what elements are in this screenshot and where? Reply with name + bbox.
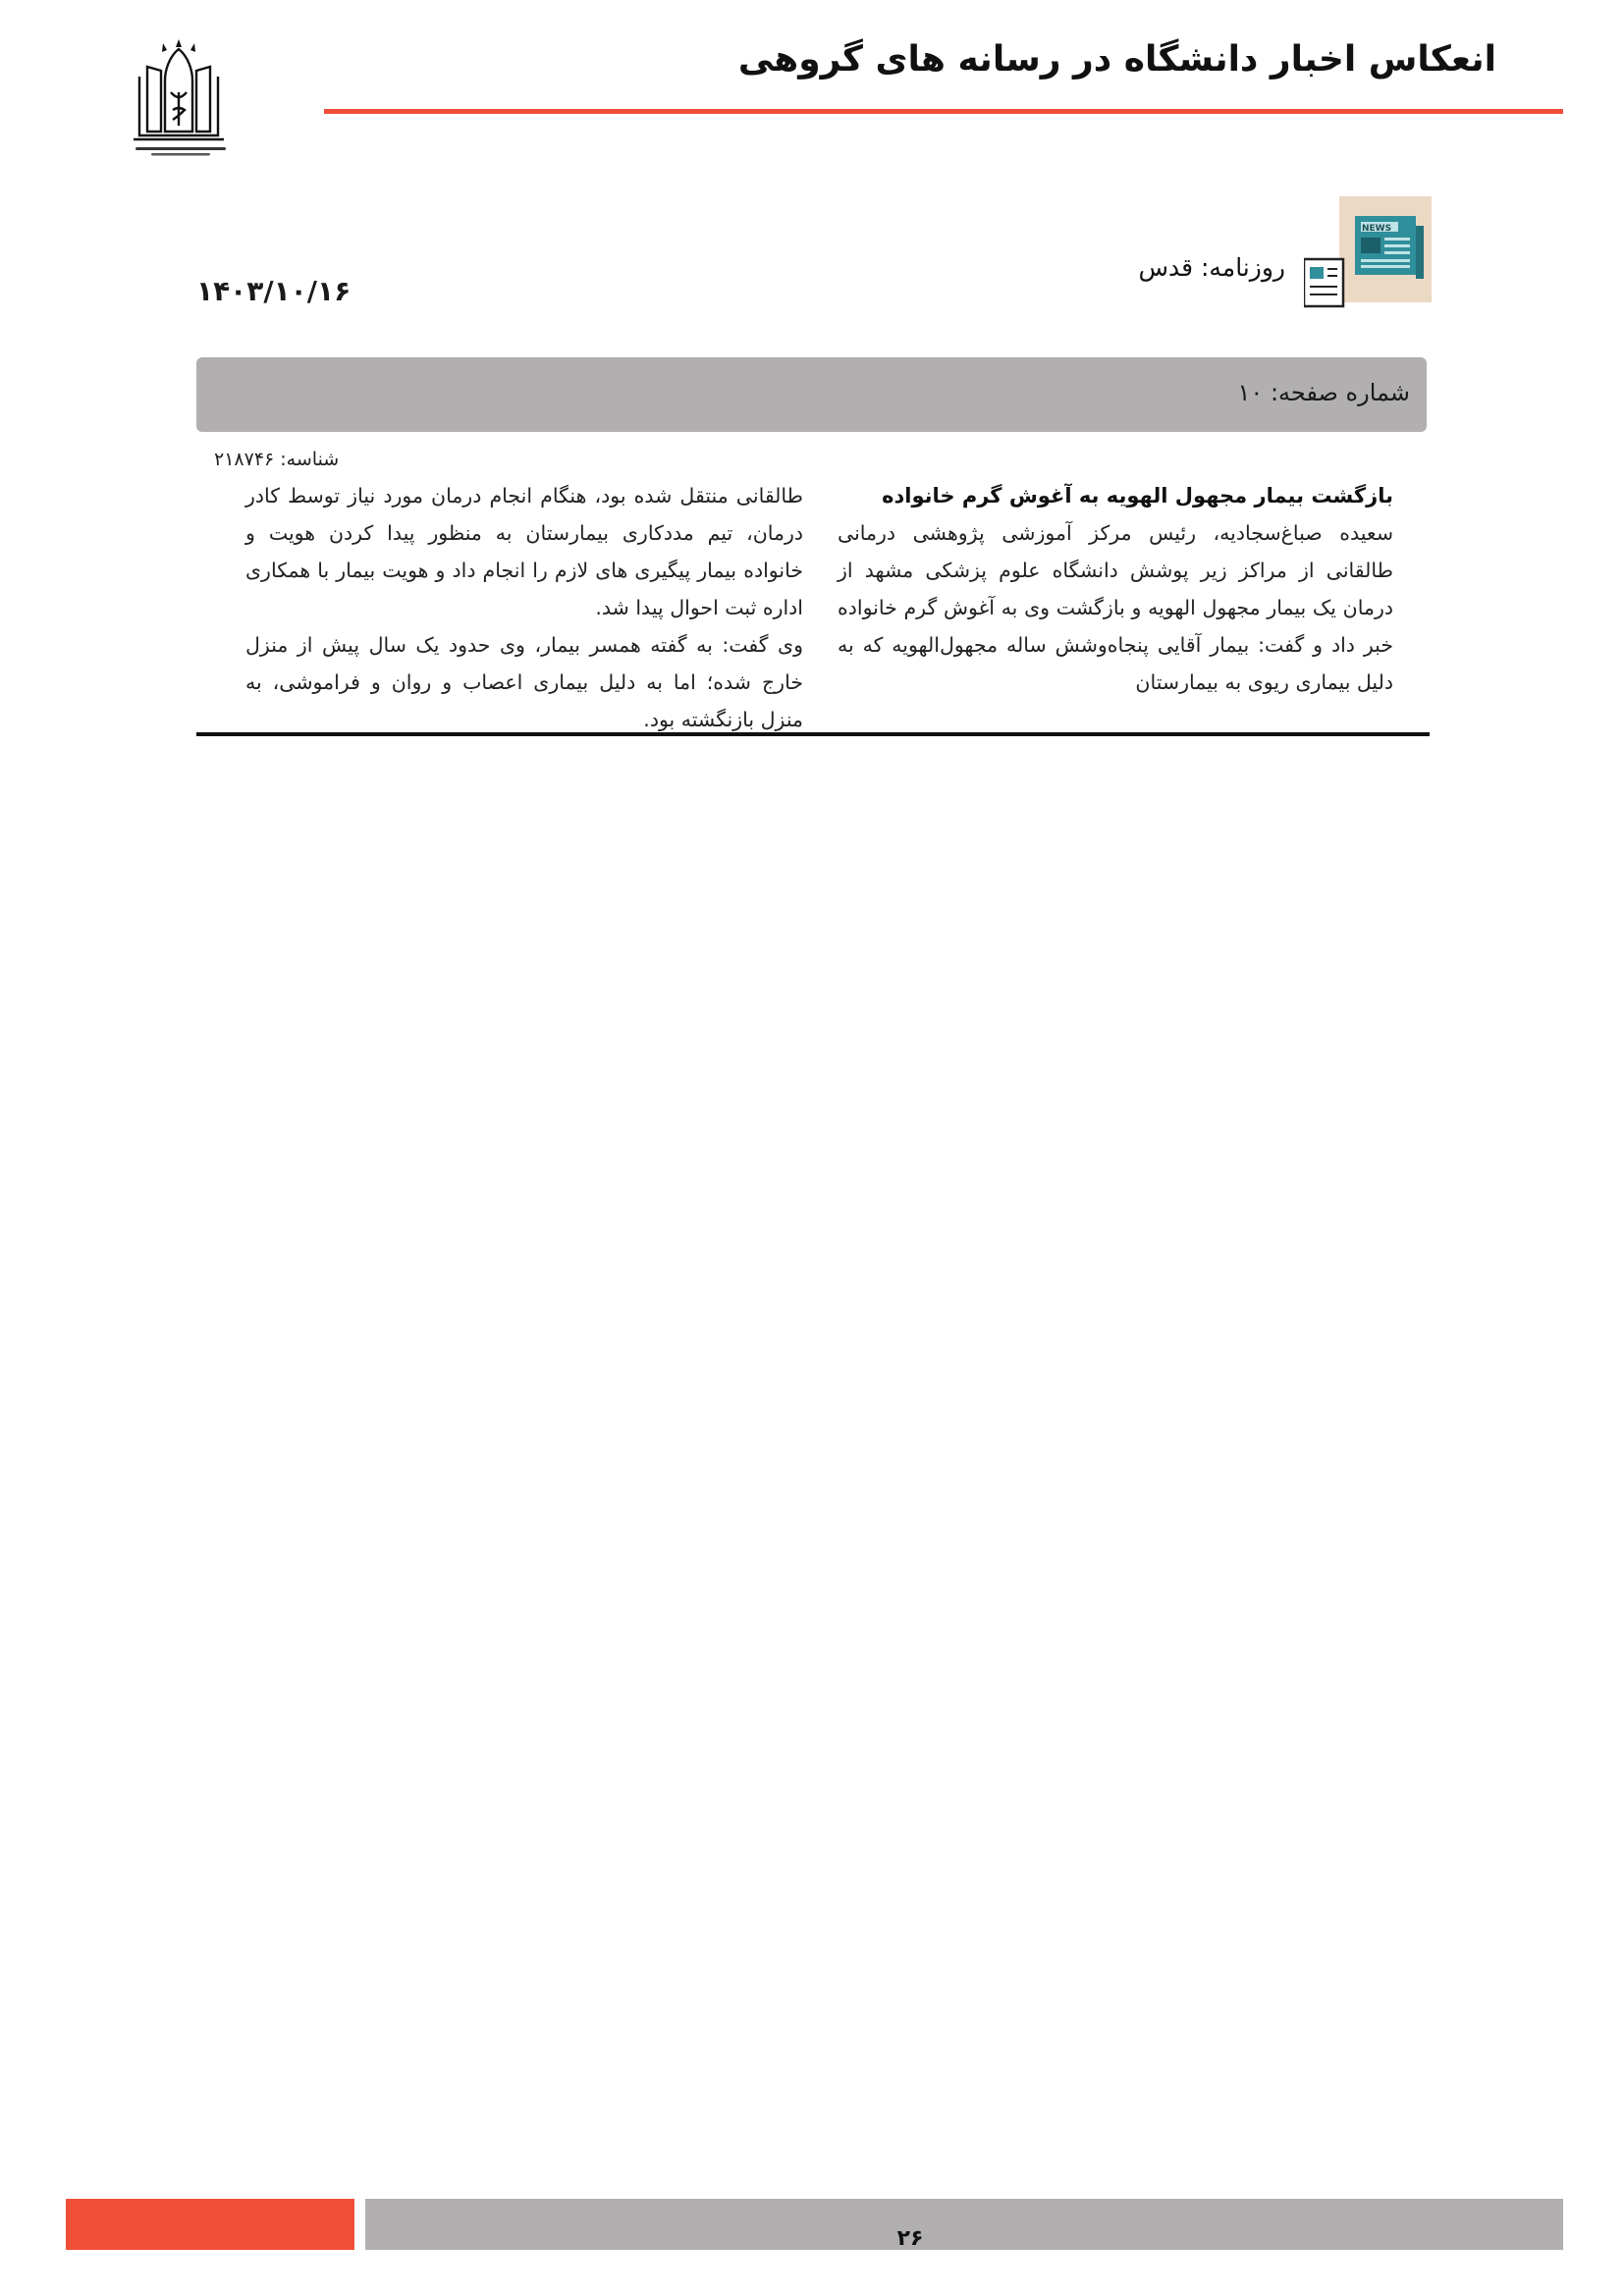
newspaper-name: روزنامه: قدس [1138,253,1285,282]
university-emblem-icon [118,37,241,163]
article-headline: بازگشت بیمار مجهول الهویه به آغوش گرم خانواده [882,484,1393,507]
article-id: شناسه: ۲۱۸۷۴۶ [214,449,340,470]
page-number-label: شماره صفحه: ۱۰ [1237,379,1410,406]
footer-page-number: ۲۶ [896,2226,924,2251]
newspaper-icon [1304,196,1432,309]
article-paragraph: وی گفت: به گفته همسر بیمار، وی حدود یک سال پیش از منزل خارج شده؛ اما به دلیل بیماری اعصاب و روان و فراموشی، به منزل بازنگشته بود. [245,633,803,731]
publish-date: ۱۴۰۳/۱۰/۱۶ [196,275,352,307]
page-number-bar [196,357,1427,432]
footer-accent-block [66,2199,354,2250]
page-title: انعکاس اخبار دانشگاه در رسانه های گروهی [737,39,1496,80]
article-column-left [245,477,803,738]
svg-text:NEWS: NEWS [1362,224,1392,234]
article-paragraph: طالقانی منتقل شده بود، هنگام انجام درمان مورد نیاز توسط کادر درمان، تیم مددکاری بیمارستان به منظور پیدا کردن هویت و خانواده بیمار پیگیری های لازم را انجام داد و هویت بیمار با همکاری اداره ثبت احوال پیدا شد. [245,484,803,619]
header-divider [324,109,1563,114]
article-paragraph: سعیده صباغ‌سجادیه، رئیس مرکز آموزشی پژوهشی درمانی طالقانی از مراکز زیر پوشش دانشگاه علوم پزشکی مشهد از درمان یک بیمار مجهول الهویه و بازگشت وی به آغوش گرم خانواده خبر داد و گفت: بیمار آقایی پنجاه‌وشش ساله مجهول‌الهویه که به دلیل بیماری ریوی به بیمارستان [838,521,1393,694]
article-column-right [838,477,1393,701]
article-end-divider [196,732,1430,736]
